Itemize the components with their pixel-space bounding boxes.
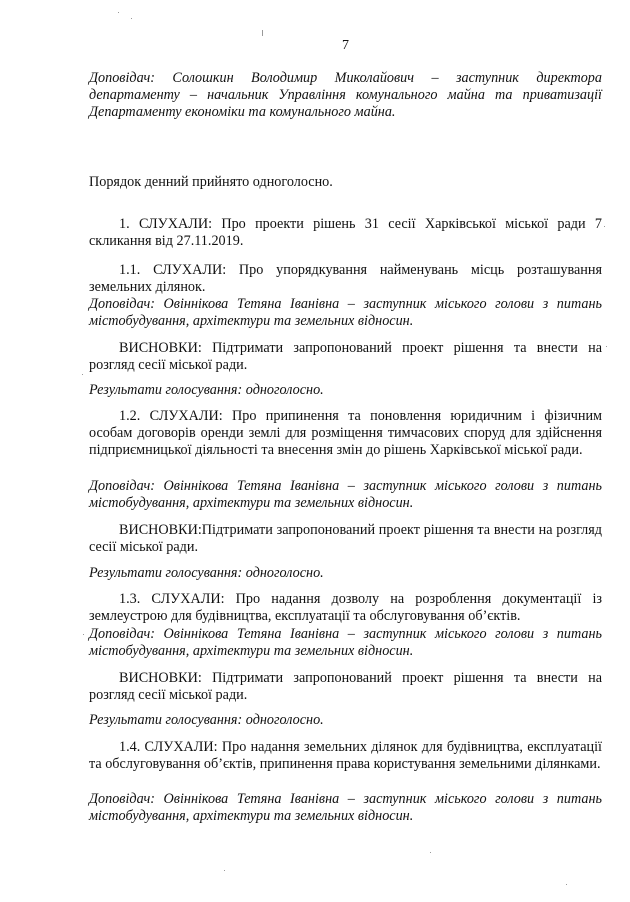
scan-speck (83, 634, 84, 635)
scan-speck (131, 18, 132, 19)
subitem-1-3-vote: Результати голосування: одноголосно. (89, 712, 324, 728)
rapporteur-text: Овіннікова Тетяна Іванівна – заступник міського голови з питань містобудування, архітектури та земельних відносин. (89, 296, 602, 329)
conclusion-text: Підтримати запропонований проект рішення та внести на розгляд сесії міської ради. (89, 670, 602, 703)
page-number: 7 (342, 38, 349, 53)
agenda-line: Порядок денний прийнято одноголосно. (89, 174, 333, 190)
heard-label: 1.1. СЛУХАЛИ: (119, 262, 227, 278)
scan-speck (566, 884, 567, 885)
subitem-1-4-rapporteur (89, 791, 602, 825)
subitem-1-3-heard (89, 591, 602, 625)
subitem-1-2-heard (89, 408, 602, 459)
heard-label: 1.2. СЛУХАЛИ: (119, 408, 223, 424)
subitem-1-2-conclusion (89, 522, 602, 556)
heard-text: Про припинення та поновлення юридичним і фізичним особам договорів оренди землі для розміщення тимчасових споруд для здійснення підприємницької діяльності та внесення змін до рішень Харківської міської ради. (89, 408, 603, 458)
scan-speck (118, 12, 119, 13)
conclusion-text: Підтримати запропонований проект рішення та внести на розгляд сесії міської ради. (89, 522, 602, 555)
rapporteur-label: Доповідач: (89, 296, 155, 312)
conclusion-label: ВИСНОВКИ: (119, 340, 202, 356)
subitem-1-3-conclusion (89, 670, 602, 704)
subitem-1-4-heard (89, 739, 602, 773)
subitem-1-1-heard (89, 262, 602, 296)
conclusion-label: ВИСНОВКИ: (119, 670, 202, 686)
rapporteur-text: Солошкин Володимир Миколайович – заступник директора департаменту – начальник Управління комунального майна та приватизації Департаменту економіки та комунального майна. (89, 70, 602, 120)
heard-label: 1.4. СЛУХАЛИ: (119, 739, 218, 755)
subitem-1-1-rapporteur (89, 296, 602, 330)
header-rapporteur (89, 70, 602, 121)
rapporteur-label: Доповідач: (89, 791, 155, 807)
scan-speck (224, 870, 225, 871)
subitem-1-2-vote: Результати голосування: одноголосно. (89, 565, 324, 581)
conclusion-label: ВИСНОВКИ: (119, 522, 202, 538)
heard-text: Про надання земельних ділянок для будівництва, експлуатації та обслуговування об’єктів, припинення права користування земельними ділянками. (89, 739, 602, 772)
scan-speck (82, 374, 83, 375)
rapporteur-text: Овіннікова Тетяна Іванівна – заступник міського голови з питань містобудування, архітектури та земельних відносин. (89, 791, 602, 824)
heard-label: 1.3. СЛУХАЛИ: (119, 591, 225, 607)
scan-speck (606, 346, 607, 347)
subitem-1-1-conclusion (89, 340, 602, 374)
subitem-1-2-rapporteur (89, 478, 602, 512)
rapporteur-label: Доповідач: (89, 70, 155, 86)
item-1-heading (89, 216, 602, 250)
heard-text: Про проекти рішень 31 сесії Харківської міської ради 7 скликання від 27.11.2019. (89, 216, 603, 249)
heard-text: Про упорядкування найменувань місць розташування земельних ділянок. (89, 262, 602, 295)
rapporteur-text: Овіннікова Тетяна Іванівна – заступник міського голови з питань містобудування, архітектури та земельних відносин. (89, 478, 602, 511)
rapporteur-text: Овіннікова Тетяна Іванівна – заступник міського голови з питань містобудування, архітектури та земельних відносин. (89, 626, 602, 659)
heard-text: Про надання дозволу на розроблення документації із землеустрою для будівництва, експлуатації та обслуговування об’єктів. (89, 591, 602, 624)
rapporteur-label: Доповідач: (89, 626, 155, 642)
rapporteur-label: Доповідач: (89, 478, 155, 494)
subitem-1-1-vote: Результати голосування: одноголосно. (89, 382, 324, 398)
scan-speck (262, 30, 263, 36)
conclusion-text: Підтримати запропонований проект рішення та внести на розгляд сесії міської ради. (89, 340, 602, 373)
scan-speck (430, 852, 431, 853)
scan-speck (604, 226, 605, 227)
subitem-1-3-rapporteur (89, 626, 602, 660)
heard-label: 1. СЛУХАЛИ: (119, 216, 213, 232)
